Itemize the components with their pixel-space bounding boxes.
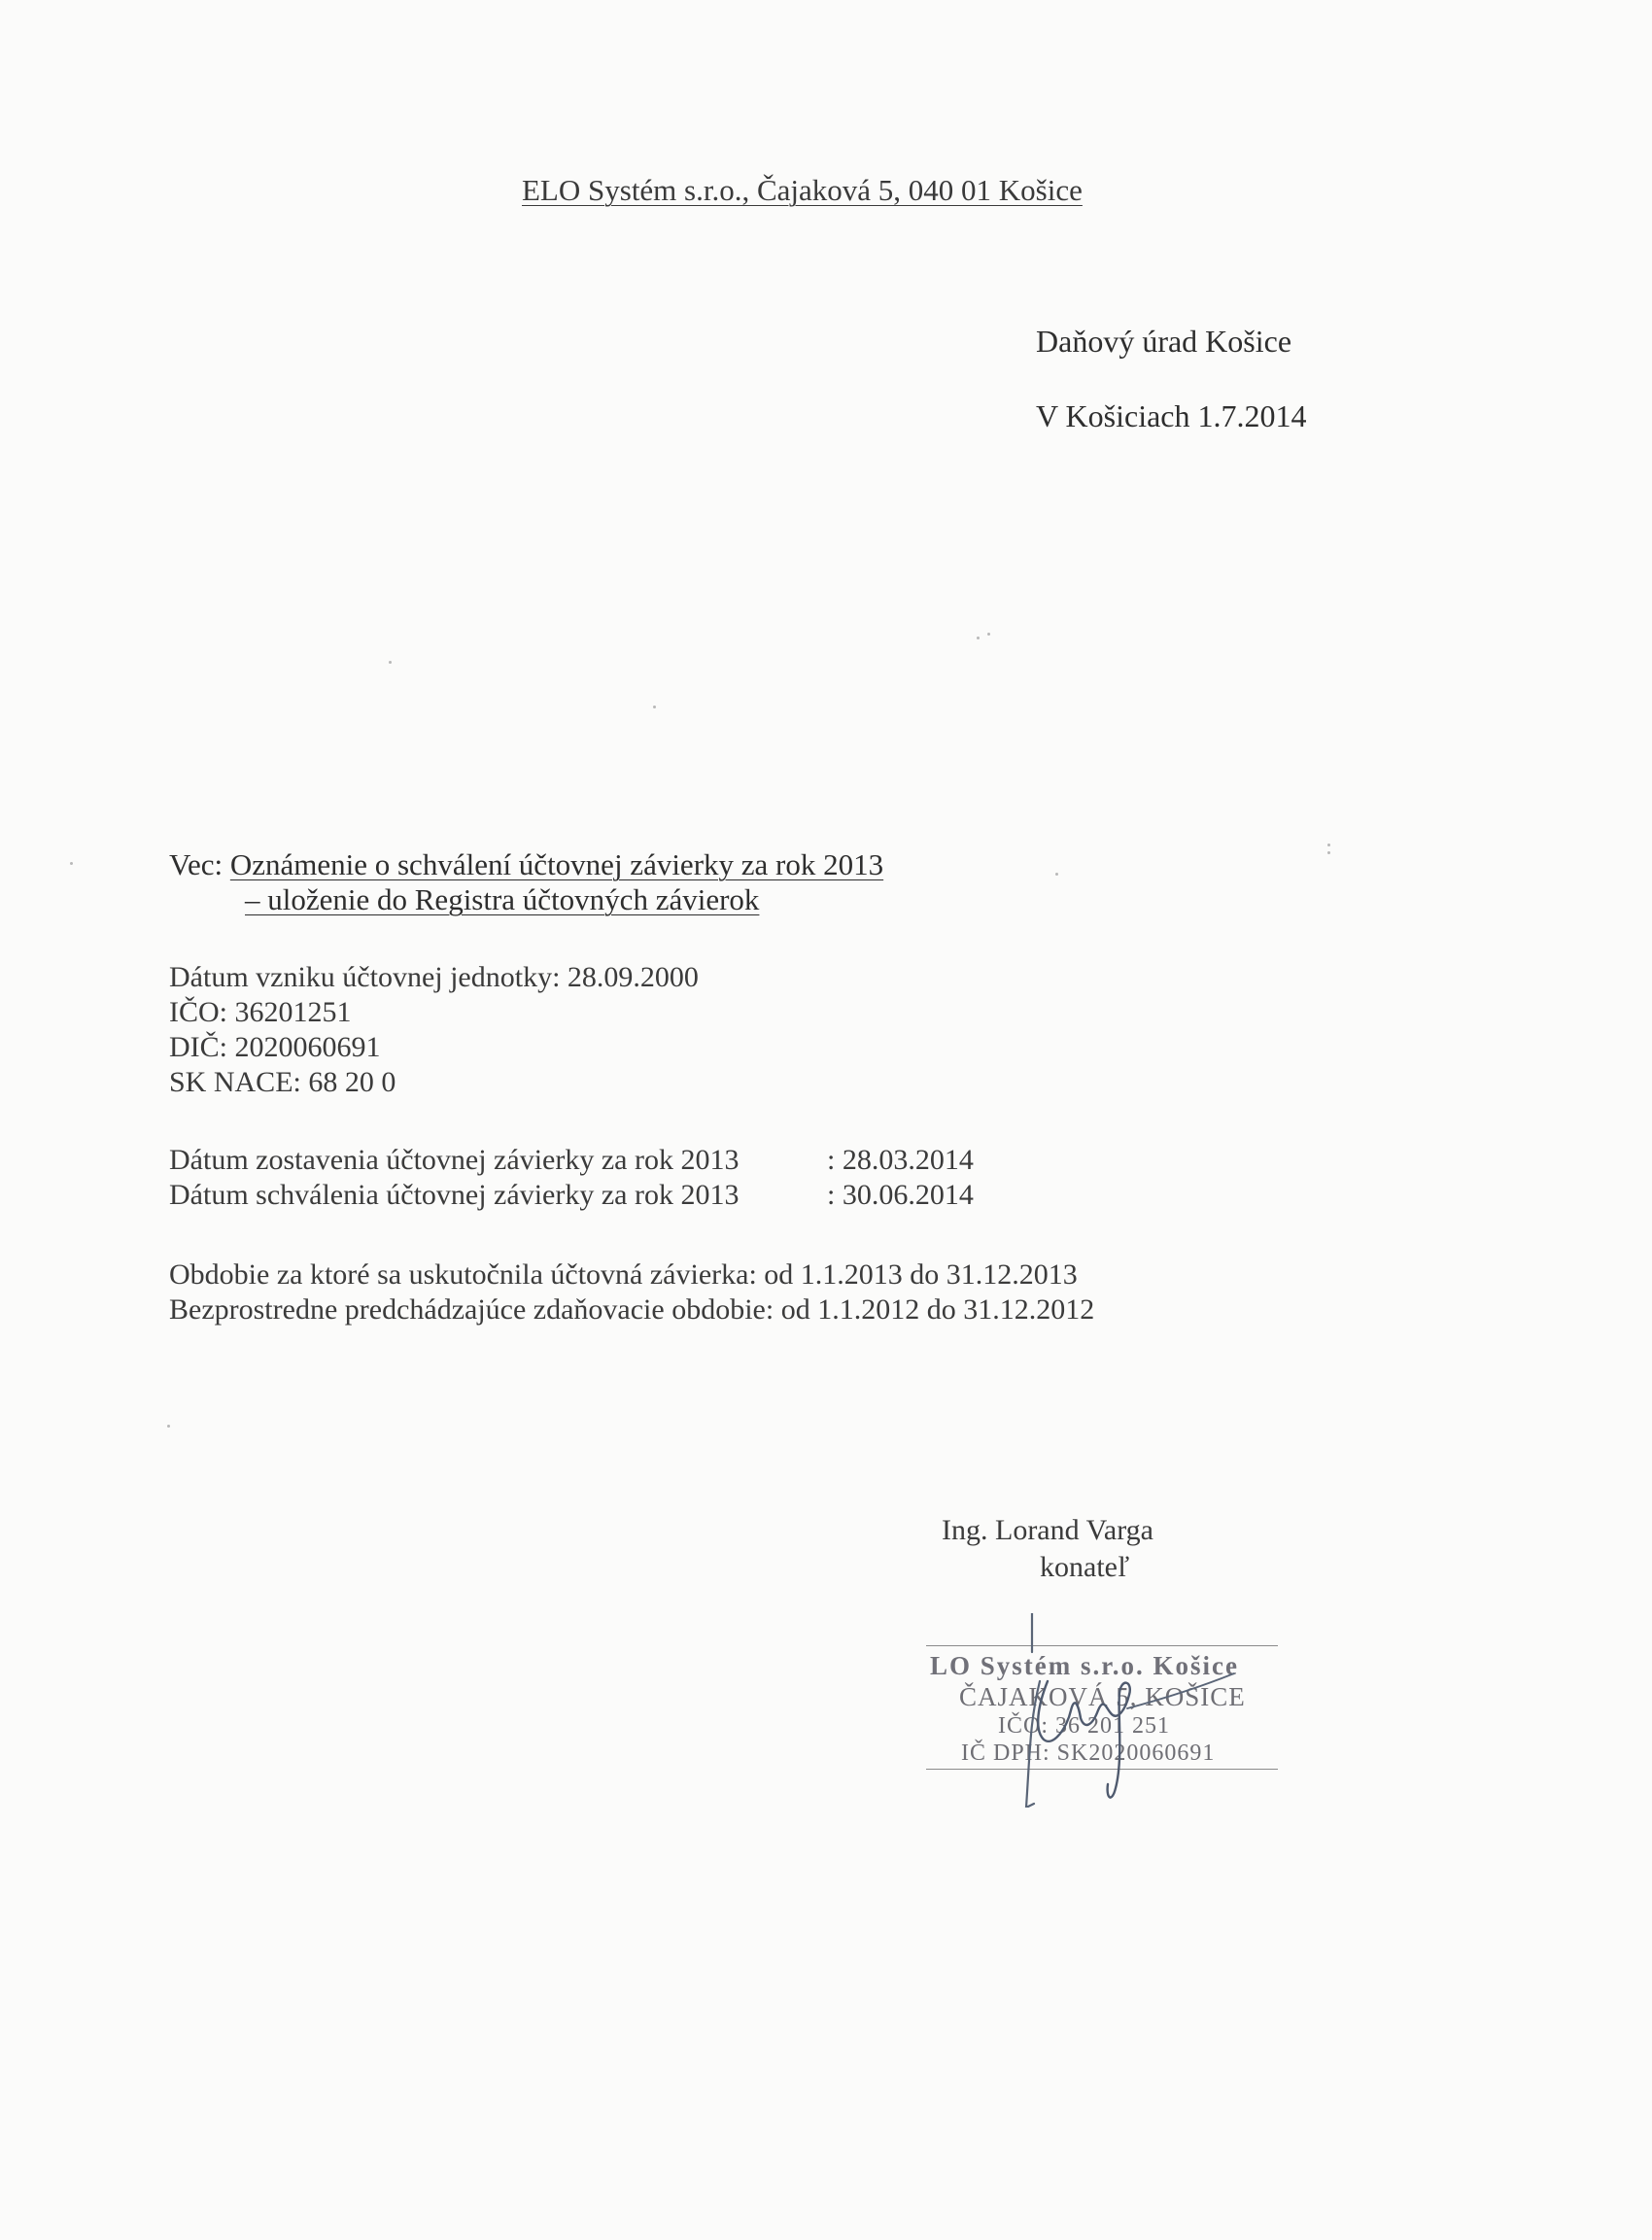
recipient-office: Daňový úrad Košice (1036, 324, 1292, 359)
nace-code: SK NACE: 68 20 0 (169, 1066, 396, 1098)
stamp-address: ČAJAKOVÁ 5, KOŠICE (959, 1682, 1246, 1711)
date-value: : 28.03.2014 (827, 1144, 974, 1176)
dic-number: DIČ: 2020060691 (169, 1031, 381, 1063)
date-label: Dátum schválenia účtovnej závierky za rok 2013 (169, 1179, 740, 1211)
signatory-role: konateľ (1040, 1551, 1130, 1583)
periods (169, 1258, 1094, 1327)
date-label: Dátum zostavenia účtovnej závierky za rok 2013 (169, 1144, 740, 1176)
scan-speck (1327, 851, 1330, 854)
scan-speck (977, 637, 980, 639)
stamp-vat: IČ DPH: SK2020060691 (961, 1740, 1216, 1766)
subject-subtitle: – uloženie do Registra účtovných závierok (245, 882, 760, 916)
stamp-ico: IČO: 36 201 251 (998, 1713, 1170, 1739)
signatory-name: Ing. Lorand Varga (942, 1514, 1153, 1546)
current-period: Obdobie za ktoré sa uskutočnila účtovná závierka: od 1.1.2013 do 31.12.2013 (169, 1258, 1078, 1291)
stamp-company: LO Systém s.r.o. Košice (930, 1651, 1239, 1680)
scan-speck (653, 706, 656, 708)
scan-speck (70, 862, 73, 865)
subject-title: Oznámenie o schválení účtovnej závierky za rok 2013 (229, 847, 884, 881)
handwritten-signature (991, 1613, 1302, 1808)
scan-speck (167, 1425, 170, 1428)
entity-info (169, 960, 699, 1100)
scan-speck (987, 633, 990, 636)
scan-speck (1055, 873, 1058, 876)
scan-speck (1327, 844, 1330, 846)
founding-date: Dátum vzniku účtovnej jednotky: 28.09.2000 (169, 961, 699, 993)
scan-speck (389, 661, 392, 664)
subject-line (169, 847, 883, 882)
place-date: V Košiciach 1.7.2014 (1036, 398, 1307, 433)
previous-period: Bezprostredne predchádzajúce zdaňovacie obdobie: od 1.1.2012 do 31.12.2012 (169, 1293, 1095, 1326)
date-value: : 30.06.2014 (827, 1179, 974, 1211)
ico-number: IČO: 36201251 (169, 996, 352, 1028)
subject-prefix: Vec: (169, 847, 230, 881)
company-header: ELO Systém s.r.o., Čajaková 5, 040 01 Košice (522, 173, 1083, 207)
